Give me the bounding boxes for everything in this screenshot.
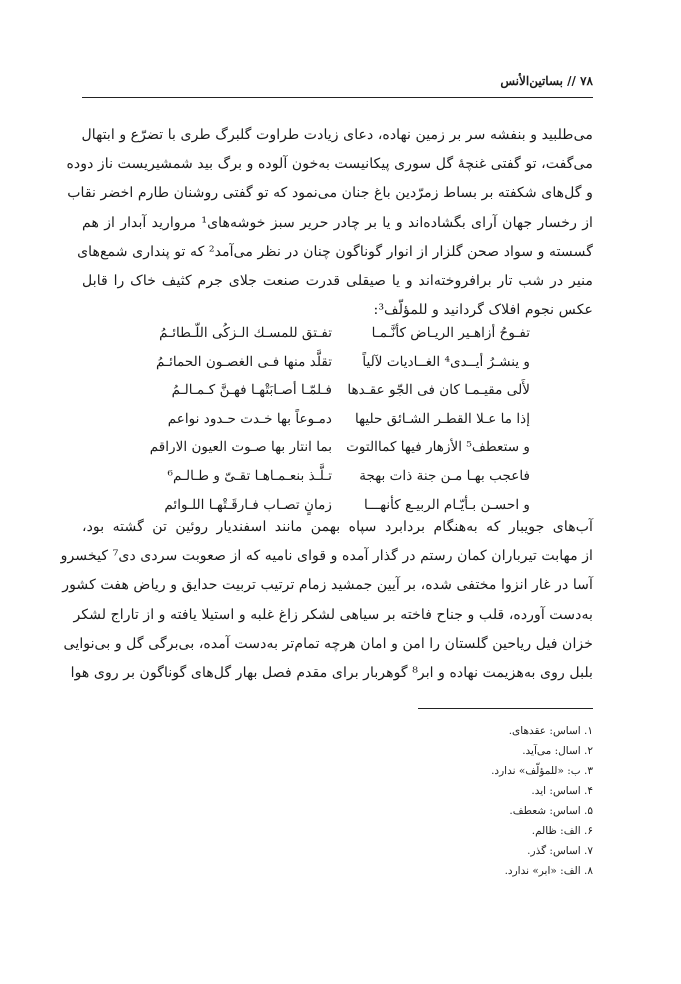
footnote-item: ۶. الف: ظالم. [531,825,593,837]
body-paragraph-1 [66,121,593,325]
text-line: آب‌های جویبار که به‌هنگام بردابرد سپاه بهمن مانند اسفندیار روئین تن گشته بود، [82,519,593,535]
text-line: می‌طلبید و بنفشه سر بر زمین نهاده، دعای زیادت طراوت گلبرگ طری با تضرّع و ابتهال [81,127,593,143]
verse-second-hemistich: تقلَّد منها فـی الغصـون الحمائـمُ [156,353,332,370]
text-line: به‌دست آورده، قلب و جناح فاخته بر سیاهی لشکر زاغ غلبه و استیلا یافته و از تاراج لشکر [73,606,593,623]
text-line: آسا در غار انزوا مختفی شده، بر آیین جمشید زمام ترتیب تربیت حدایق و ریاض هفت کشور [62,577,593,594]
text-line: از مهابت تیرباران کمان رستم در گذار آمده و قوای نامیه که از صعوبت سردی دی⁷ کیخسرو [60,548,593,565]
verse-first-hemistich: إذا ما عـلا القطـر الشـائق حلیها [355,410,530,427]
verse-first-hemistich: تفـوحُ أزاهـیر الریـاض كأنَّـمـا [371,325,530,341]
footnote-item: ۴. اساس: اید. [531,785,593,797]
verse-second-hemistich: زمانٍ تصـاب فـارقَـتْهـا اللـوائم [164,496,332,513]
footnote-item: ۷. اساس: گذر. [527,845,593,857]
verse-second-hemistich: تفـتق للمسـك الـزکُی اللّـطائـمُ [159,325,332,341]
poem-verse [150,376,530,405]
footnotes [300,721,593,881]
footnote-rule [418,708,593,709]
text-line: و گل‌های شکفته بر بساط زمرّدین باغ جنان می‌نمود که تو گفتی روشنان طارم اخضر نقاب [67,185,593,202]
text-line: می‌گفت، تو گفتی غنچهٔ گل سوری پیکانیست به‌خون آلوده و برگ بید شمشیریست ناز دوده [66,156,593,173]
poem-verse [150,462,530,491]
footnote-item: ۸. الف: «ابر» ندارد. [504,865,593,877]
verse-second-hemistich: دمـوعاً بها خـدت حـدود نواعم [167,410,332,427]
verse-second-hemistich: بما انتار بها صـوت العیون الاراقم [149,439,332,456]
poem-verse [150,348,530,377]
verse-first-hemistich: و ینشـرُ أیــدی⁴ الغــادیات لآلیاً [362,353,530,370]
poem-verse [150,319,530,348]
text-line: گسسته و سواد صحن گلزار از انوار گوناگون چنان در نظر می‌آمد² که تو پنداری شمع‌های [77,243,593,260]
text-line: بلبل روی به‌هزیمت نهاده و ابر⁸ گوهربار برای مقدم فصل بهار گل‌های گوناگون بر روی هوا [70,665,593,682]
body-paragraph-2 [60,513,593,688]
poem-verse [150,433,530,462]
text-line: از رخسار جهان آرای بگشاده‌اند و یا بر چادر حریر سبز خوشه‌های¹ مروارید آبدار از هم [82,214,593,231]
footnote-item: ۳. ب: «للمؤلّف» ندارد. [491,765,593,777]
text-line: عکس نجوم افلاک گردانید و للمؤلّف³: [373,302,593,319]
verse-second-hemistich: تـلَّـذ بنعـمـاهـا تقـیّ و طـالـم⁶ [167,467,332,484]
text-line: منیر در شب تار برافروخته‌اند و یا صیقلی قدرت صنعت جلای جرم کثیف خاک را قابل [82,273,593,290]
header-rule [82,97,593,98]
arabic-poem [150,319,530,519]
verse-first-hemistich: و ستعطف⁵ الأزهار فیها كماالتوت [346,439,530,456]
verse-first-hemistich: لأَلی مقیـمـا كان فی الجّو عقـدها [347,382,530,399]
verse-second-hemistich: فـلمّـا أصـابَتْهـا فهـنَّ كـمـالـمُ [171,382,332,399]
footnote-item: ۱. اساس: عقدهای. [508,725,593,737]
footnote-item: ۲. اسال: می‌آید. [522,745,593,757]
poem-verse [150,405,530,434]
footnote-item: ۵. اساس: شعطف. [509,805,593,817]
text-line: خزان فیل ریاحین گلستان را امن و امان هرچه تمام‌تر به‌دست آمده، بی‌برگی گل و بی‌نوایی [63,635,593,652]
running-header: ۷۸ // بساتین‌الأنس [500,74,593,88]
verse-first-hemistich: فاعجب بهـا مـن جنة ذات بهجة [359,467,530,484]
verse-first-hemistich: و احسـن بـأیّـام الربیـع كأنهـــا [364,496,530,513]
